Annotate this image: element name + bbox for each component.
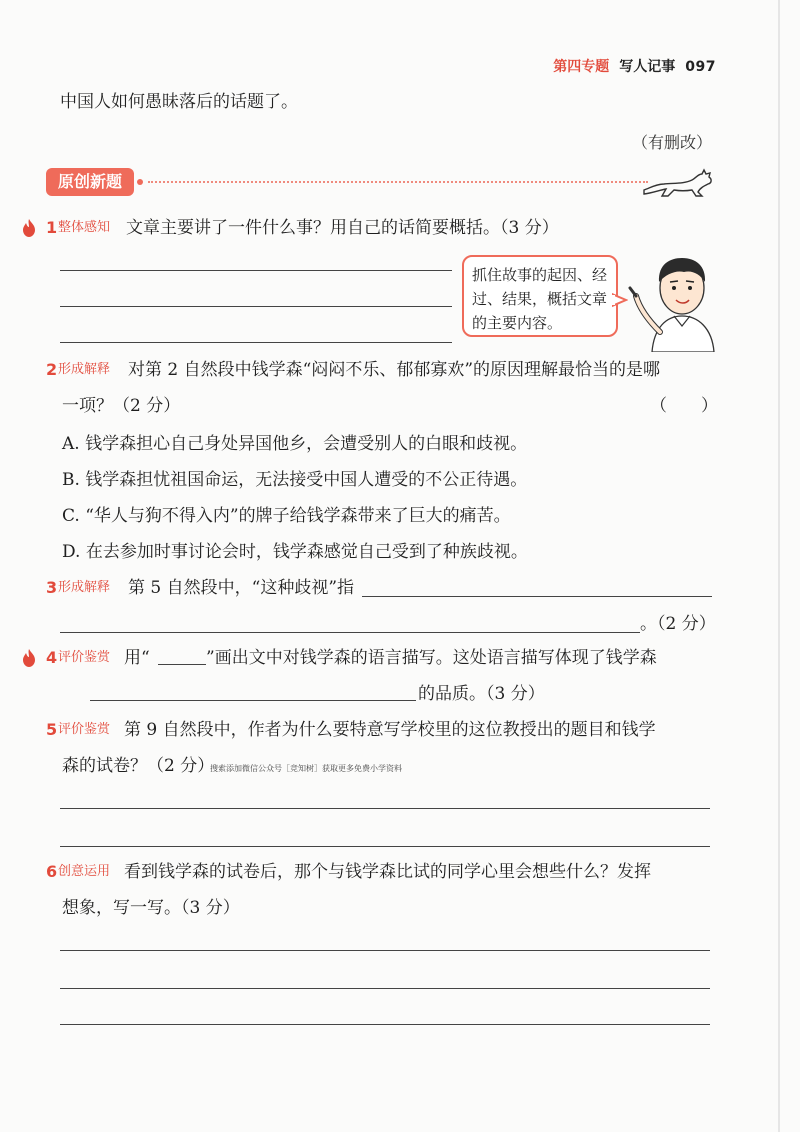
question-4-tail: 的品质。（3 分） bbox=[418, 684, 545, 704]
option-c[interactable]: C. “华人与狗不得入内”的牌子给钱学森带来了巨大的痛苦。 bbox=[62, 506, 511, 526]
question-4-text-post: ”画出文中对钱学森的语言描写。这处语言描写体现了钱学森 bbox=[206, 648, 657, 668]
answer-line[interactable] bbox=[60, 306, 452, 307]
header-topic: 第四专题 bbox=[553, 59, 610, 75]
continued-text: 中国人如何愚昧落后的话题了。 bbox=[60, 92, 298, 112]
question-3-text: 第 5 自然段中，“这种歧视”指 bbox=[128, 578, 355, 598]
question-2-text-line2: 一项？（2 分） bbox=[62, 396, 181, 416]
question-6-tag: 创意运用 bbox=[58, 864, 111, 879]
page-number: 097 bbox=[685, 59, 716, 75]
answer-line[interactable] bbox=[158, 664, 206, 665]
answer-line[interactable] bbox=[60, 950, 710, 951]
question-1-text: 文章主要讲了一件什么事？用自己的话简要概括。（3 分） bbox=[126, 218, 559, 238]
option-b[interactable]: B. 钱学森担忧祖国命运，无法接受中国人遭受的不公正待遇。 bbox=[62, 470, 528, 490]
question-5-text-line1: 第 9 自然段中，作者为什么要特意写学校里的这位教授出的题目和钱学 bbox=[124, 720, 656, 740]
question-4-tag: 评价鉴赏 bbox=[58, 650, 111, 665]
tip-bubble: 抓住故事的起因、经过、结果，概括文章的主要内容。 bbox=[462, 255, 618, 337]
scan-edge bbox=[778, 0, 780, 1132]
flame-icon bbox=[22, 219, 36, 237]
promo-note: 搜索添加微信公众号［竞知树］获取更多免费小学资料 bbox=[210, 764, 402, 773]
header-title: 写人记事 bbox=[619, 59, 676, 75]
question-3-tag: 形成解释 bbox=[58, 580, 111, 595]
answer-line[interactable] bbox=[60, 808, 710, 809]
answer-line[interactable] bbox=[90, 700, 416, 701]
question-5-number: 5 bbox=[46, 720, 58, 739]
question-2-text-line1: 对第 2 自然段中钱学森“闷闷不乐、郁郁寡欢”的原因理解最恰当的是哪 bbox=[128, 360, 661, 380]
answer-line[interactable] bbox=[60, 270, 452, 271]
running-cat-icon bbox=[640, 166, 716, 200]
answer-line[interactable] bbox=[60, 632, 640, 633]
question-2-tag: 形成解释 bbox=[58, 362, 111, 377]
question-2-number: 2 bbox=[46, 360, 58, 379]
question-4-number: 4 bbox=[46, 648, 58, 667]
question-5-text-line2: 森的试卷？（2 分） bbox=[62, 756, 215, 776]
answer-paren[interactable]: （ ） bbox=[650, 396, 718, 416]
question-5-tag: 评价鉴赏 bbox=[58, 722, 111, 737]
question-1-tag: 整体感知 bbox=[58, 220, 111, 235]
question-6-number: 6 bbox=[46, 862, 58, 881]
question-1-number: 1 bbox=[46, 218, 58, 237]
question-3-number: 3 bbox=[46, 578, 58, 597]
flame-icon bbox=[22, 649, 36, 667]
answer-line[interactable] bbox=[60, 1024, 710, 1025]
answer-line[interactable] bbox=[362, 596, 712, 597]
section-banner: 原创新题 bbox=[46, 168, 134, 196]
option-d[interactable]: D. 在去参加时事讨论会时，钱学森感觉自己受到了种族歧视。 bbox=[62, 542, 528, 562]
answer-line[interactable] bbox=[60, 342, 452, 343]
answer-line[interactable] bbox=[60, 988, 710, 989]
source-note: （有删改） bbox=[631, 133, 712, 152]
question-6-text-line1: 看到钱学森的试卷后，那个与钱学森比试的同学心里会想些什么？发挥 bbox=[124, 862, 651, 882]
option-a[interactable]: A. 钱学森担心自己身处异国他乡，会遭受别人的白眼和歧视。 bbox=[62, 434, 528, 454]
question-6-text-line2: 想象，写一写。（3 分） bbox=[62, 898, 240, 918]
question-3-tail: 。（2 分） bbox=[640, 614, 716, 634]
boy-pointing-illustration bbox=[626, 252, 720, 352]
question-4-text-pre: 用“ bbox=[124, 648, 150, 668]
banner-dot bbox=[137, 179, 143, 185]
banner-dotted-line bbox=[148, 181, 648, 183]
answer-line[interactable] bbox=[60, 846, 710, 847]
page-header bbox=[553, 56, 716, 76]
